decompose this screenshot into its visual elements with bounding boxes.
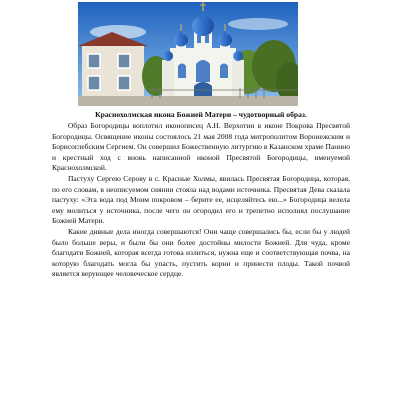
paragraph-1: Образ Богородицы воплотил иконописец А.Н. Верхотин в иконе Покрова Пресвятой Богородицы. Освящение иконы состоялось 21 мая 2008 года митрополитом Воронежским и Борисоглебским Сергием. Он совершил Божественную литургию в Казанском храме Панино и крестный ход с вновь написанной иконой Пресвятой Богородицы, именуемой Краснохолмской. xyxy=(52,121,350,172)
church-photo xyxy=(78,2,298,106)
article-title: Краснохолмская икона Божией Матери – чудотворный образ. xyxy=(95,110,307,119)
article-text xyxy=(52,110,350,280)
ground xyxy=(78,96,298,106)
paragraph-2: Пастуху Сергею Серову в с. Красные Холмы, явилась Пресвятая Богородица, которая, по его словам, в неописуемом сиянии стояла над водами источника. Пресвятая Дева сказала пастуху: «Эта вода под Моим покровом – берите ее, исцеляйтесь ею...» Богородица велела ему молиться у источника, после чего он огородил его и трепетно исполнял послушание Божией Матери. xyxy=(52,174,350,225)
paragraph-3: Какие дивные дела иногда совершаются! Они чаще совершались бы, если бы у людей было больше веры, и были бы они более достойны милости Божией. Для чуда, кроме благодати Божией, которая всегда готова излиться, нужна еще и соответствующая почва, на которую благодать могла бы упасть, пустить корни и принести плоды. Такой почвой является верующее человеческое сердце. xyxy=(52,227,350,278)
